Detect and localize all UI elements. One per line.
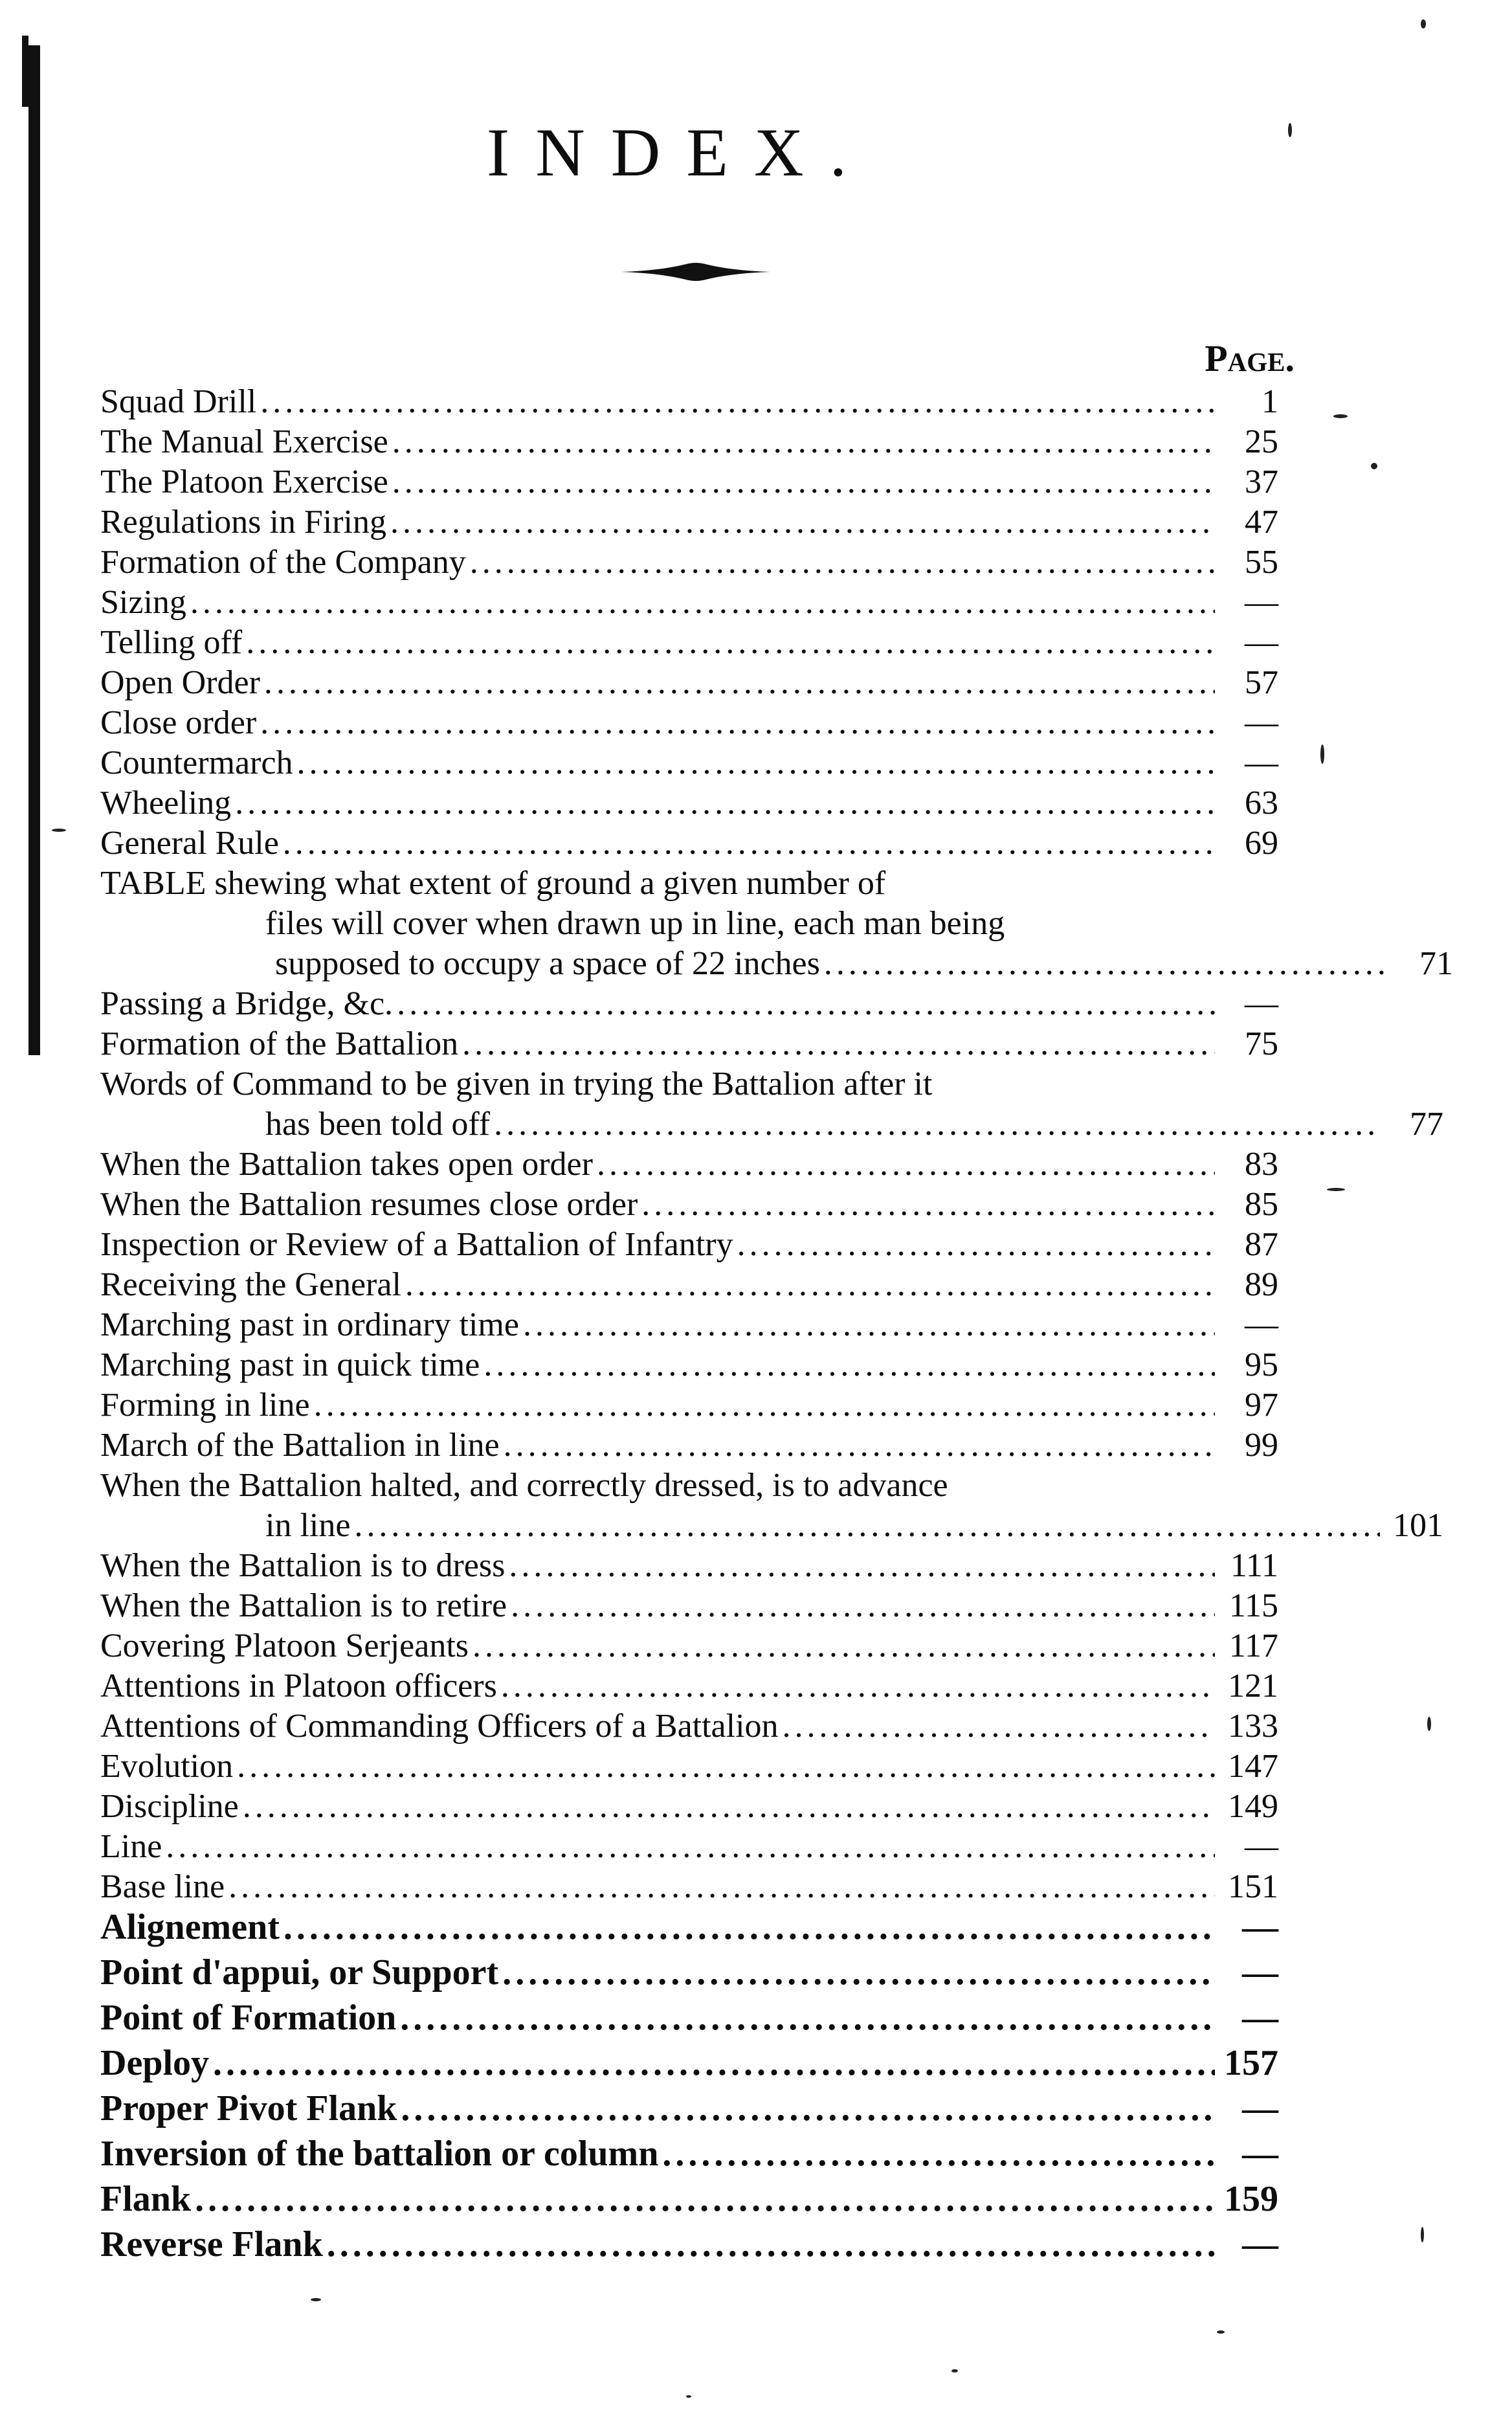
index-entry-title: Squad Drill: [100, 383, 257, 420]
index-entry-row: [100, 703, 1278, 743]
dot-leader: [246, 623, 1215, 663]
index-entry: [100, 1586, 1278, 1626]
dot-leader: [213, 2043, 1215, 2083]
dot-leader: [401, 2088, 1215, 2128]
index-entry-page: 25: [1245, 423, 1278, 460]
index-entry: [100, 1827, 1278, 1867]
index-entry-page: —: [1245, 1306, 1278, 1343]
dot-leader: [314, 1385, 1215, 1425]
index-entry: [100, 1185, 1278, 1225]
index-entry-title: Countermarch: [100, 744, 293, 781]
dot-leader: [327, 2224, 1215, 2264]
index-entry-row: [100, 542, 1278, 583]
index-entry-page: 111: [1230, 1547, 1278, 1584]
index-entry-row: [100, 1666, 1278, 1706]
index-entry-title: Forming in line: [100, 1387, 310, 1424]
index-entry: [100, 382, 1278, 422]
index-entry-page: 121: [1228, 1668, 1278, 1704]
index-title: INDEX.: [486, 115, 873, 190]
index-entry-row: [100, 1747, 1278, 1787]
index-entry: [100, 1345, 1278, 1385]
index-entry: [100, 1747, 1278, 1787]
index-entry-title: Flank: [100, 2179, 192, 2219]
index-entry: [100, 1145, 1278, 1185]
dot-leader: [511, 1586, 1215, 1626]
index-entry-row: [100, 1586, 1278, 1626]
dot-leader: [260, 382, 1215, 422]
index-entry: [100, 2134, 1278, 2174]
dot-leader: [392, 462, 1215, 502]
index-entry-row: [100, 382, 1278, 422]
index-entry-row: [100, 1145, 1278, 1185]
index-entry: [100, 1425, 1278, 1466]
index-entry-title: Proper Pivot Flank: [100, 2088, 397, 2128]
dot-leader: [783, 1706, 1215, 1747]
index-entry-title: Discipline: [100, 1788, 239, 1825]
index-entry-row: [100, 2134, 1278, 2174]
index-entry-page: 101: [1393, 1507, 1443, 1544]
index-entry-row: [100, 583, 1278, 623]
index-entry-row: [100, 823, 1278, 864]
scan-speck: [1333, 414, 1348, 418]
index-entry: [100, 1265, 1278, 1305]
index-entry-page: 133: [1228, 1708, 1278, 1745]
dot-leader: [228, 1867, 1215, 1907]
index-entry-page: 149: [1228, 1788, 1278, 1825]
index-entry: [100, 743, 1278, 783]
index-entry-row: [100, 743, 1278, 783]
index-entry: [100, 2088, 1278, 2128]
index-entry-title: Marching past in quick time: [100, 1346, 480, 1383]
index-entry-title: Words of Command to be given in trying the Battalion after it: [100, 1066, 933, 1102]
scan-speck: [1288, 123, 1292, 137]
dot-leader: [284, 1907, 1215, 1947]
index-entry-title: Open Order: [100, 664, 260, 701]
index-entry-page: 87: [1245, 1226, 1278, 1263]
index-entry-title: files will cover when drawn up in line, each man being: [265, 905, 1005, 942]
index-entry-page: 117: [1228, 1627, 1278, 1664]
index-entry: [100, 1952, 1278, 1993]
index-entry-page: 1: [1262, 383, 1278, 420]
index-entry-title: Evolution: [100, 1748, 234, 1785]
index-entry-page: —: [1245, 1828, 1278, 1865]
index-entry-row: [100, 944, 1453, 984]
index-entry: [100, 502, 1278, 542]
index-entry-page: 75: [1245, 1025, 1278, 1062]
dot-leader: [501, 1666, 1215, 1706]
index-entry-page: 63: [1245, 785, 1278, 821]
scan-speck: [1217, 2330, 1225, 2334]
index-entry-page: —: [1242, 2134, 1278, 2174]
index-entry: [100, 462, 1278, 502]
index-entry-title: Base line: [100, 1868, 225, 1905]
index-entry-title: When the Battalion takes open order: [100, 1146, 593, 1183]
index-entry-row: [100, 1506, 1443, 1546]
dot-leader: [296, 743, 1215, 783]
index-entry: [100, 1998, 1278, 2038]
index-entry: [100, 583, 1278, 623]
index-entry-title: Telling off: [100, 624, 243, 661]
index-entry: [100, 1706, 1278, 1747]
dot-leader: [484, 1345, 1215, 1385]
index-entry-title: General Rule: [100, 825, 279, 862]
index-entry-title: Point d'appui, or Support: [100, 1952, 499, 1993]
index-entry-row: [100, 1998, 1278, 2038]
page-column-heading: Page.: [1205, 337, 1295, 379]
index-entry: [100, 542, 1278, 583]
index-entry-row: [100, 502, 1278, 542]
dot-leader: [523, 1305, 1215, 1345]
index-entry-title: Inspection or Review of a Battalion of Infantry: [100, 1226, 733, 1263]
scan-speck: [311, 2298, 321, 2301]
index-entry-title: Close order: [100, 704, 257, 741]
dot-leader: [824, 944, 1390, 984]
index-entry-row: [100, 1867, 1278, 1907]
index-entry-page: —: [1242, 1998, 1278, 2038]
index-entry-page: 57: [1245, 664, 1278, 701]
dot-leader: [462, 1024, 1215, 1064]
index-entry: [100, 1787, 1278, 1827]
index-entry-page: 55: [1245, 544, 1278, 581]
index-entry: [100, 1907, 1278, 1947]
index-entry-row: [100, 1546, 1278, 1586]
scan-speck: [52, 829, 66, 832]
index-entry-title: TABLE shewing what extent of ground a given number of: [100, 865, 886, 902]
index-entry-title: Point of Formation: [100, 1998, 397, 2038]
index-entry-row: [100, 2043, 1278, 2083]
index-entry-title: Formation of the Company: [100, 544, 466, 581]
index-entry-title: Inversion of the battalion or column: [100, 2134, 659, 2174]
index-entry: [100, 2224, 1278, 2264]
index-entry-title: Marching past in ordinary time: [100, 1306, 519, 1343]
index-entry-page: —: [1242, 1952, 1278, 1993]
dot-leader: [190, 583, 1215, 623]
index-entry-page: 47: [1245, 504, 1278, 541]
index-entry: [100, 823, 1278, 864]
index-entry: [100, 663, 1278, 703]
index-entry-page: 159: [1224, 2179, 1278, 2219]
index-entry-title: When the Battalion halted, and correctly dressed, is to advance: [100, 1467, 948, 1504]
index-entry: [100, 2043, 1278, 2083]
dot-leader: [195, 2179, 1215, 2219]
dot-leader: [597, 1145, 1215, 1185]
index-entry-title: Attentions of Commanding Officers of a Battalion: [100, 1708, 779, 1745]
index-entry-page: —: [1245, 624, 1278, 661]
index-entry-wrap-row: [100, 904, 1443, 944]
dot-leader: [283, 823, 1215, 864]
dot-leader: [472, 1626, 1215, 1666]
index-entry-row: [100, 1104, 1443, 1145]
scan-speck: [1320, 744, 1324, 764]
dot-leader: [237, 1747, 1215, 1787]
index-entry-row: [100, 984, 1278, 1024]
scan-speck: [1421, 19, 1426, 28]
index-entry-title: Regulations in Firing: [100, 504, 386, 541]
index-entry-row: [100, 1626, 1278, 1666]
index-entry: [100, 1024, 1278, 1064]
index-entry-title: has been told off: [265, 1106, 491, 1143]
index-entry-page: 95: [1245, 1346, 1278, 1383]
index-entry: [100, 1666, 1278, 1706]
index-entry-page: 69: [1245, 825, 1278, 862]
index-entry-page: —: [1242, 1907, 1278, 1947]
dot-leader: [243, 1787, 1215, 1827]
index-entry-page: 151: [1228, 1868, 1278, 1905]
index-entry-row: [100, 2088, 1278, 2128]
index-entry-row: [100, 1185, 1278, 1225]
index-entry: [100, 783, 1278, 823]
scan-speck: [1421, 2227, 1424, 2242]
index-entry-title: Sizing: [100, 584, 186, 621]
dot-leader: [662, 2134, 1215, 2174]
index-entry-title: Attentions in Platoon officers: [100, 1668, 497, 1704]
index-entry-wrap-row: [100, 1064, 1278, 1104]
index-entry: [100, 1225, 1278, 1265]
dot-leader: [390, 502, 1215, 542]
index-entry-row: [100, 2224, 1278, 2264]
index-entry: [100, 1546, 1278, 1586]
index-entry-page: 83: [1245, 1146, 1278, 1183]
index-entry-title: Reverse Flank: [100, 2224, 323, 2264]
index-entry-title: March of the Battalion in line: [100, 1427, 500, 1464]
index-entry-row: [100, 462, 1278, 502]
index-entry-row: [100, 1706, 1278, 1747]
dot-leader: [392, 422, 1215, 462]
dot-leader: [405, 1265, 1215, 1305]
index-entry-title: Covering Platoon Serjeants: [100, 1627, 469, 1664]
scan-speck: [1371, 463, 1377, 469]
index-entry-row: [100, 1024, 1278, 1064]
index-entry-page: 97: [1245, 1387, 1278, 1424]
dot-leader: [166, 1827, 1215, 1867]
index-entry-page: —: [1245, 985, 1278, 1022]
index-entry-page: 157: [1224, 2043, 1278, 2083]
index-entry-row: [100, 1425, 1278, 1466]
index-entry-wrap-row: [100, 864, 1278, 904]
index-entry-title: Passing a Bridge, &c.: [100, 985, 394, 1022]
scan-speck: [686, 2395, 691, 2398]
index-entry-row: [100, 1225, 1278, 1265]
index-entry: [100, 1064, 1443, 1145]
index-entry-row: [100, 623, 1278, 663]
index-entry-row: [100, 1265, 1278, 1305]
index-entry: [100, 1466, 1443, 1546]
index-entry: [100, 422, 1278, 462]
index-entry-title: Wheeling: [100, 785, 232, 821]
index-entry-row: [100, 1907, 1278, 1947]
dot-leader: [400, 1998, 1215, 2038]
dot-leader: [504, 1425, 1215, 1466]
index-entry-row: [100, 783, 1278, 823]
index-entry: [100, 1385, 1278, 1425]
index-entry-row: [100, 1305, 1278, 1345]
index-entry-title: When the Battalion resumes close order: [100, 1186, 638, 1223]
index-entry-row: [100, 1385, 1278, 1425]
index-entry-title: Alignement: [100, 1907, 280, 1947]
dot-leader: [641, 1185, 1215, 1225]
index-entry: [100, 1626, 1278, 1666]
index-entry-page: 115: [1228, 1587, 1278, 1624]
index-entry-row: [100, 422, 1278, 462]
scan-speck: [1327, 1188, 1345, 1191]
index-entry: [100, 2179, 1278, 2219]
index-entry-row: [100, 1952, 1278, 1993]
index-entry: [100, 1867, 1278, 1907]
index-entry-row: [100, 1345, 1278, 1385]
index-entry-title: in line: [265, 1507, 351, 1544]
index-entry-title: The Manual Exercise: [100, 423, 388, 460]
index-entry-page: 77: [1410, 1106, 1443, 1143]
index-entry-page: 147: [1228, 1748, 1278, 1785]
dot-leader: [260, 703, 1215, 743]
index-entry-title: Deploy: [100, 2043, 209, 2083]
index-entry-page: —: [1245, 704, 1278, 741]
index-entry-page: 89: [1245, 1266, 1278, 1303]
index-entry-page: 37: [1245, 463, 1278, 500]
dot-leader: [509, 1546, 1215, 1586]
dot-leader: [470, 542, 1215, 583]
index-entry-page: —: [1242, 2088, 1278, 2128]
index-entry-page: —: [1245, 584, 1278, 621]
index-entry-title: Receiving the General: [100, 1266, 401, 1303]
index-entry-row: [100, 1827, 1278, 1867]
dot-leader: [354, 1506, 1380, 1546]
index-entry-row: [100, 663, 1278, 703]
index-entry-title: The Platoon Exercise: [100, 463, 388, 500]
index-entry: [100, 703, 1278, 743]
dot-leader: [235, 783, 1215, 823]
index-entry: [100, 864, 1453, 984]
dot-leader: [264, 663, 1215, 703]
index-entry-title: supposed to occupy a space of 22 inches: [275, 945, 820, 982]
index-entry-wrap-row: [100, 1466, 1278, 1506]
index-entry-title: When the Battalion is to retire: [100, 1587, 507, 1624]
index-entry-title: When the Battalion is to dress: [100, 1547, 506, 1584]
index-entry: [100, 984, 1278, 1024]
dot-leader: [502, 1952, 1215, 1993]
index-entry-page: —: [1242, 2224, 1278, 2264]
index-entry-page: 99: [1245, 1427, 1278, 1464]
index-entry-title: Line: [100, 1828, 162, 1865]
index-entry-row: [100, 1787, 1278, 1827]
index-entry-page: 71: [1419, 945, 1453, 982]
index-entry: [100, 623, 1278, 663]
index-entry-title: Formation of the Battalion: [100, 1025, 459, 1062]
scan-speck: [951, 2369, 958, 2373]
index-entry: [100, 1305, 1278, 1345]
scan-speck: [1427, 1717, 1431, 1731]
index-entry-page: 85: [1245, 1186, 1278, 1223]
index-entry-page: —: [1245, 744, 1278, 781]
dot-leader: [397, 984, 1215, 1024]
dot-leader: [494, 1104, 1380, 1145]
dot-leader: [737, 1225, 1215, 1265]
index-entry-row: [100, 2179, 1278, 2219]
